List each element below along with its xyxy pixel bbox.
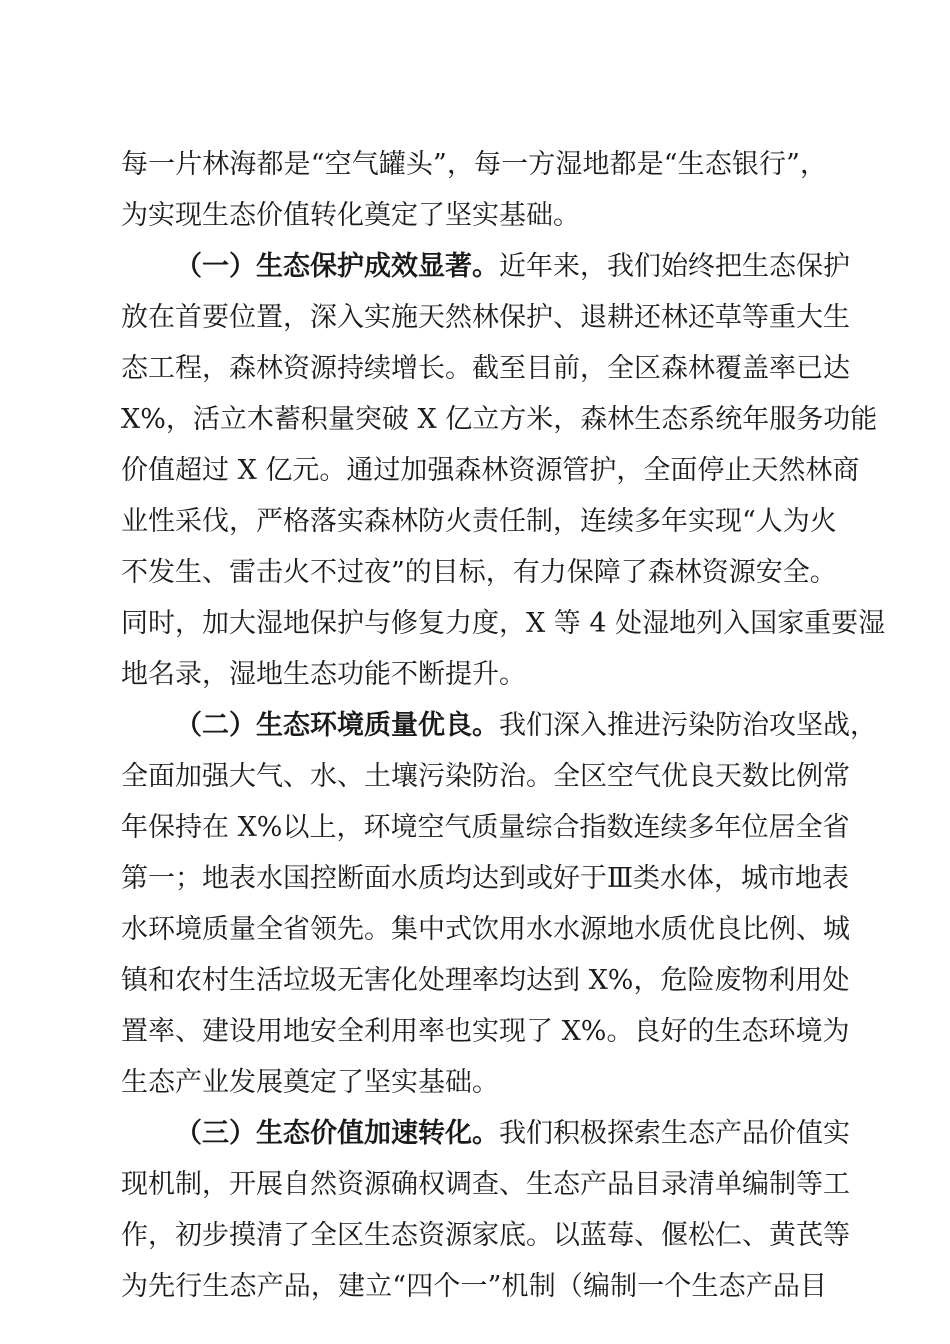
- section-heading: （二）生态环境质量优良。: [175, 710, 499, 741]
- text-line: [121, 700, 877, 751]
- text-line: [121, 241, 850, 292]
- text-line: 年保持在 X%以上，环境空气质量综合指数连续多年位居全省: [121, 812, 850, 843]
- text-line: 生态产业发展奠定了坚实基础。: [121, 1067, 499, 1098]
- text-line: 为实现生态价值转化奠定了坚实基础。: [121, 200, 580, 231]
- text-line: 不发生、雷击火不过夜”的目标，有力保障了森林资源安全。: [121, 557, 837, 588]
- text-line: 放在首要位置，深入实施天然林保护、退耕还林还草等重大生: [121, 302, 850, 333]
- text-line: [121, 1108, 850, 1159]
- text-line: 现机制，开展自然资源确权调查、生态产品目录清单编制等工: [121, 1169, 850, 1200]
- paragraph-section-1: [121, 241, 886, 700]
- text-line: 态工程，森林资源持续增长。截至目前，全区森林覆盖率已达: [121, 353, 850, 384]
- text-line: 置率、建设用地安全利用率也实现了 X%。良好的生态环境为: [121, 1016, 850, 1047]
- text-line: 同时，加大湿地保护与修复力度，X 等 4 处湿地列入国家重要湿: [121, 608, 886, 639]
- document-body: [121, 139, 886, 1312]
- paragraph-intro: [121, 139, 827, 241]
- text-line: 水环境质量全省领先。集中式饮用水水源地水质优良比例、城: [121, 914, 850, 945]
- text-run: 近年来，我们始终把生态保护: [499, 251, 850, 282]
- text-line: 镇和农村生活垃圾无害化处理率均达到 X%，危险废物利用处: [121, 965, 850, 996]
- text-line: X%，活立木蓄积量突破 X 亿立方米，森林生态系统年服务功能: [121, 404, 878, 435]
- text-run: 我们积极探索生态产品价值实: [499, 1118, 850, 1149]
- paragraph-section-2: [121, 700, 877, 1108]
- text-line: 第一；地表水国控断面水质均达到或好于Ⅲ类水体，城市地表: [121, 863, 850, 894]
- text-run: 我们深入推进污染防治攻坚战，: [499, 710, 877, 741]
- section-heading: （三）生态价值加速转化。: [175, 1118, 499, 1149]
- text-line: 为先行生态产品，建立“四个一”机制（编制一个生态产品目: [121, 1271, 827, 1302]
- text-line: 地名录，湿地生态功能不断提升。: [121, 659, 526, 690]
- text-line: 业性采伐，严格落实森林防火责任制，连续多年实现“人为火: [121, 506, 837, 537]
- text-line: 每一片林海都是“空气罐头”，每一方湿地都是“生态银行”，: [121, 149, 827, 180]
- text-line: 全面加强大气、水、土壤污染防治。全区空气优良天数比例常: [121, 761, 850, 792]
- paragraph-section-3: [121, 1108, 850, 1312]
- section-heading: （一）生态保护成效显著。: [175, 251, 499, 282]
- text-line: 价值超过 X 亿元。通过加强森林资源管护，全面停止天然林商: [121, 455, 860, 486]
- text-line: 作，初步摸清了全区生态资源家底。以蓝莓、偃松仁、黄芪等: [121, 1220, 850, 1251]
